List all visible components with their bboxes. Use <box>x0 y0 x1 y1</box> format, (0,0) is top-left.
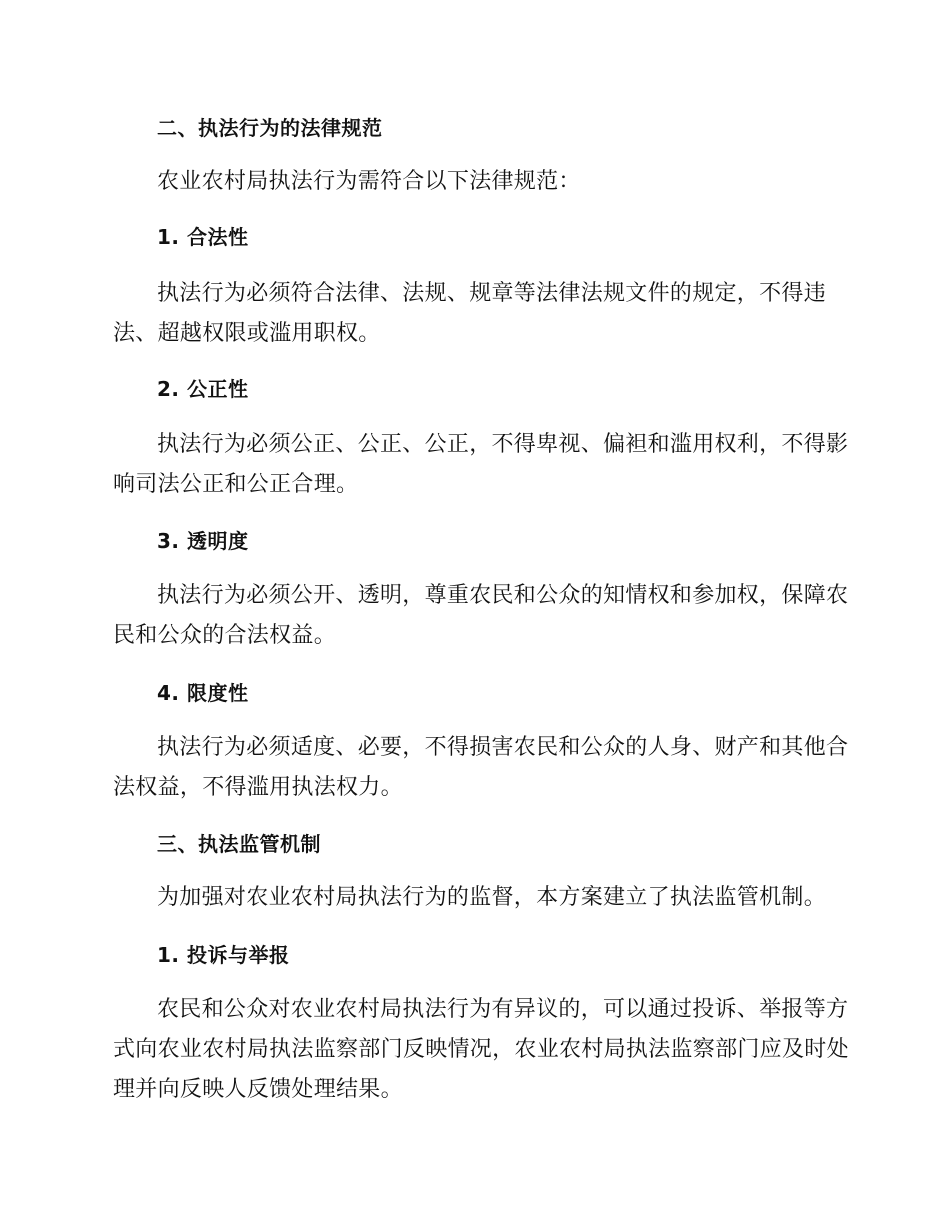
item-title: 2. 公正性 <box>157 377 249 401</box>
paragraph-line: 法权益，不得滥用执法权力。 <box>113 775 403 800</box>
item-title: 4. 限度性 <box>157 681 249 705</box>
paragraph-line: 执法行为必须公正、公正、公正，不得卑视、偏袒和滥用权利，不得影 <box>157 432 849 457</box>
paragraph-line: 理并向反映人反馈处理结果。 <box>113 1077 403 1102</box>
section-intro: 为加强对农业农村局执法行为的监督，本方案建立了执法监管机制。 <box>157 885 827 910</box>
item-title: 1. 合法性 <box>157 225 249 249</box>
paragraph-line: 执法行为必须适度、必要，不得损害农民和公众的人身、财产和其他合 <box>157 735 849 760</box>
item-title: 3. 透明度 <box>157 529 249 553</box>
section-heading: 三、执法监管机制 <box>157 832 321 856</box>
paragraph-line: 民和公众的合法权益。 <box>113 623 337 648</box>
item-title: 1. 投诉与举报 <box>157 943 290 967</box>
paragraph-line: 响司法公正和公正合理。 <box>113 472 359 497</box>
paragraph-line: 法、超越权限或滥用职权。 <box>113 321 381 346</box>
section-heading: 二、执法行为的法律规范 <box>157 116 383 140</box>
paragraph-line: 式向农业农村局执法监察部门反映情况，农业农村局执法监察部门应及时处 <box>113 1037 849 1062</box>
section-intro: 农业农村局执法行为需符合以下法律规范： <box>157 169 581 194</box>
paragraph-line: 农民和公众对农业农村局执法行为有异议的，可以通过投诉、举报等方 <box>157 997 849 1022</box>
paragraph-line: 执法行为必须公开、透明，尊重农民和公众的知情权和参加权，保障农 <box>157 583 849 608</box>
paragraph-line: 执法行为必须符合法律、法规、规章等法律法规文件的规定，不得违 <box>157 281 827 306</box>
